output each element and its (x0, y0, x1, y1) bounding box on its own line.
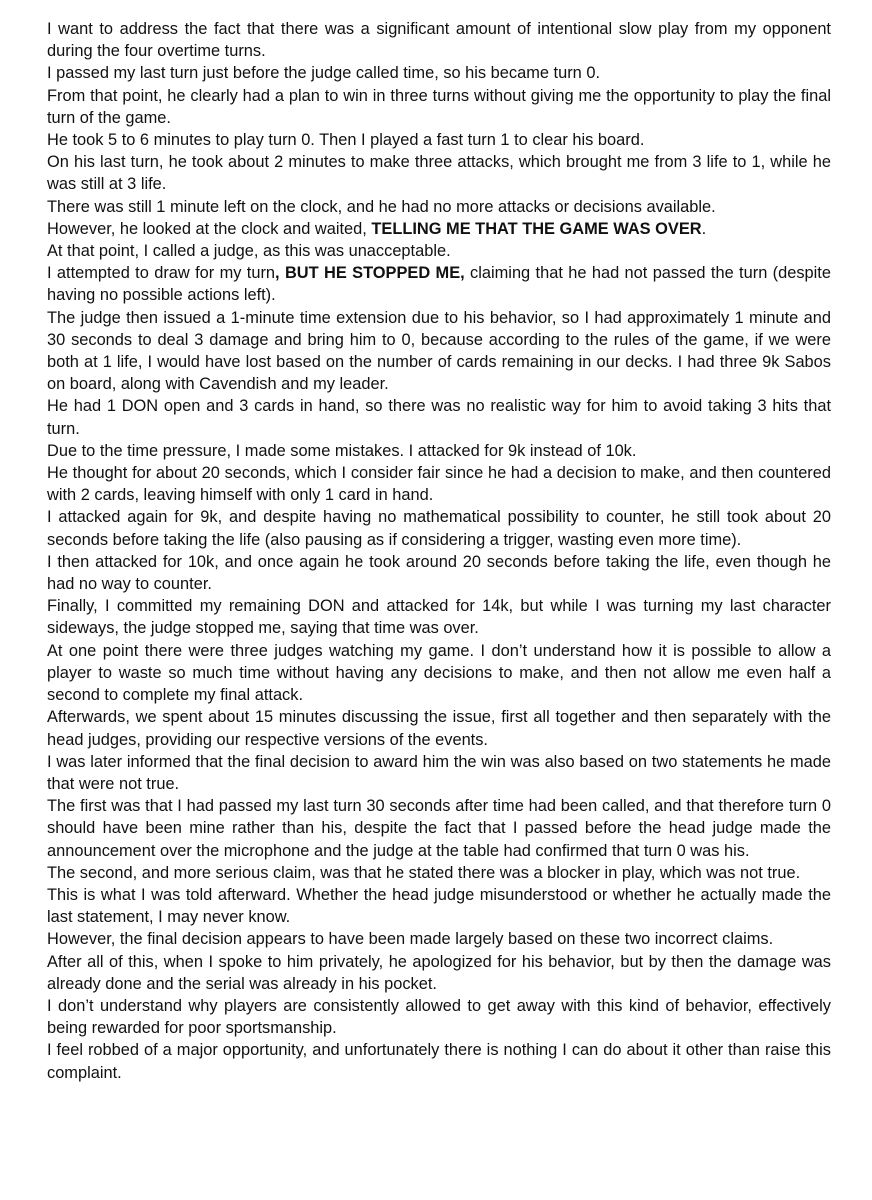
paragraph (47, 129, 831, 151)
text-run: Due to the time pressure, I made some mistakes. I attacked for 9k instead of 10k. (47, 441, 637, 460)
text-run: The judge then issued a 1-minute time extension due to his behavior, so I had approximately 1 minute and 30 seconds to deal 3 damage and bring him to 0, because according to the rules of the game, if we were both at 1 life, I would have lost based on the number of cards remaining in our decks. I had three 9k Sabos on board, along with Cavendish and my leader. (47, 308, 831, 394)
bold-text: TELLING ME THAT THE GAME WAS OVER (371, 219, 702, 238)
paragraph (47, 62, 831, 84)
text-run: claiming that he had not passed the turn (despite having no possible actions left). (47, 264, 831, 305)
paragraph (47, 151, 831, 195)
text-run: On his last turn, he took about 2 minutes to make three attacks, which brought me from 3 life to 1, while he was still at 3 life. (47, 153, 831, 194)
paragraph (47, 884, 831, 928)
paragraph (47, 262, 831, 306)
text-run: From that point, he clearly had a plan to win in three turns without giving me the opportunity to play the final turn of the game. (47, 86, 831, 127)
paragraph (47, 307, 831, 396)
text-run: The second, and more serious claim, was that he stated there was a blocker in play, which was not true. (47, 863, 801, 882)
text-run: . (701, 219, 707, 238)
text-run: I attacked again for 9k, and despite having no mathematical possibility to counter, he still took about 20 seconds before taking the life (also pausing as if considering a trigger, wasting even more time). (47, 508, 831, 549)
paragraph (47, 706, 831, 750)
paragraph (47, 795, 831, 862)
paragraph (47, 1039, 831, 1083)
text-run: I attempted to draw for my turn (47, 264, 276, 283)
text-run: At one point there were three judges watching my game. I don’t understand how it is possible to allow a player to waste so much time without having any decisions to make, and then not allow me even half a second to complete my final attack. (47, 641, 831, 705)
paragraph (47, 18, 831, 62)
paragraph (47, 751, 831, 795)
text-run: At that point, I called a judge, as this was unacceptable. (47, 242, 451, 261)
paragraph (47, 440, 831, 462)
text-run: After all of this, when I spoke to him privately, he apologized for his behavior, but by then the damage was already done and the serial was already in his pocket. (47, 952, 831, 993)
text-run: Afterwards, we spent about 15 minutes discussing the issue, first all together and then separately with the head judges, providing our respective versions of the events. (47, 708, 831, 749)
text-run: I passed my last turn just before the judge called time, so his became turn 0. (47, 64, 601, 83)
document-body (47, 18, 831, 1084)
paragraph (47, 995, 831, 1039)
paragraph (47, 196, 831, 218)
text-run: However, the final decision appears to have been made largely based on these two incorrect claims. (47, 930, 774, 949)
paragraph (47, 928, 831, 950)
text-run: I want to address the fact that there was a significant amount of intentional slow play from my opponent during the four overtime turns. (47, 20, 831, 61)
paragraph (47, 506, 831, 550)
paragraph (47, 951, 831, 995)
paragraph (47, 862, 831, 884)
text-run: The first was that I had passed my last turn 30 seconds after time had been called, and that therefore turn 0 should have been mine rather than his, despite the fact that I passed before the head judge made the announcement over the microphone and the judge at the table had confirmed that turn 0 was his. (47, 797, 831, 860)
paragraph (47, 85, 831, 129)
paragraph (47, 640, 831, 707)
text-run: Finally, I committed my remaining DON and attacked for 14k, but while I was turning my last character sideways, the judge stopped me, saying that time was over. (47, 597, 831, 638)
bold-text: , BUT HE STOPPED ME, (275, 264, 465, 283)
paragraph (47, 595, 831, 639)
text-run: However, he looked at the clock and waited, (47, 219, 372, 238)
paragraph (47, 240, 831, 262)
paragraph (47, 462, 831, 506)
text-run: He thought for about 20 seconds, which I consider fair since he had a decision to make, and then countered with 2 cards, leaving himself with only 1 card in hand. (47, 464, 831, 505)
text-run: I don’t understand why players are consistently allowed to get away with this kind of behavior, effectively being rewarded for poor sportsmanship. (47, 996, 831, 1038)
text-run: I was later informed that the final decision to award him the win was also based on two statements he made that were not true. (47, 752, 831, 793)
text-run: I then attacked for 10k, and once again he took around 20 seconds before taking the life, even though he had no way to counter. (47, 552, 831, 594)
paragraph (47, 395, 831, 439)
paragraph (47, 551, 831, 595)
text-run: He took 5 to 6 minutes to play turn 0. Then I played a fast turn 1 to clear his board. (47, 131, 645, 150)
text-run: I feel robbed of a major opportunity, and unfortunately there is nothing I can do about it other than raise this complaint. (47, 1041, 831, 1082)
text-run: This is what I was told afterward. Whether the head judge misunderstood or whether he actually made the last statement, I may never know. (47, 885, 831, 927)
text-run: There was still 1 minute left on the clock, and he had no more attacks or decisions available. (47, 197, 716, 216)
text-run: He had 1 DON open and 3 cards in hand, so there was no realistic way for him to avoid taking 3 hits that turn. (47, 397, 831, 438)
paragraph (47, 218, 831, 240)
